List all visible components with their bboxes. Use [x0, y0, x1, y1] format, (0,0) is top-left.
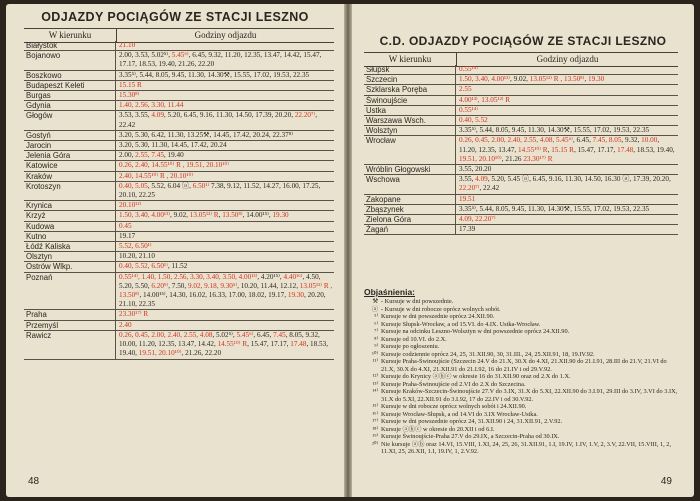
station-name: Budapeszt Keleti — [24, 81, 116, 90]
departure-time: , 14.00¹⁵⁾, — [242, 211, 273, 220]
departure-time: 3.35⁵⁾, 5.44, 8.05, 9.45, 11.30, 14.30⚒, 15.55, 17.02, 19.53, 22.35 — [459, 204, 650, 213]
departure-times — [456, 96, 678, 105]
departure-time-express: 2.55 — [459, 85, 472, 94]
departure-times — [456, 136, 678, 164]
departure-times — [116, 211, 334, 220]
departure-time-express: 19.51, 20.10¹⁰⁾ — [459, 154, 502, 163]
departure-time: 3.55, 20.20 — [459, 165, 492, 174]
station-name: Gostyń — [24, 131, 116, 140]
departures-table — [364, 65, 678, 235]
departure-time: , — [547, 145, 552, 154]
column-header-direction: W kierunku — [24, 29, 117, 42]
departure-time-express: 19.30 — [287, 291, 305, 300]
departure-times — [116, 141, 334, 150]
departure-time: , 5.52, 6.04 ⓐ, — [147, 181, 193, 190]
table-row — [364, 85, 678, 95]
station-name: Szklarska Poręba — [364, 85, 456, 94]
note-item — [364, 373, 682, 381]
table-row — [24, 111, 334, 130]
departure-time: , 10.20, 11.44, 12.12, — [237, 281, 300, 290]
table-row — [24, 201, 334, 211]
departure-times — [116, 331, 334, 359]
note-marker: ⚒ — [372, 298, 378, 305]
note-item — [364, 426, 682, 434]
note-marker: ¹⁹⁾ — [372, 433, 378, 440]
table-row — [364, 96, 678, 106]
note-marker: ⁶⁾ — [374, 320, 378, 328]
note-item — [364, 441, 682, 456]
departure-times — [116, 151, 334, 160]
departure-time: , 9.02, — [510, 75, 530, 84]
table-row — [364, 136, 678, 165]
departure-time-express: 1.40, 2.56, 3.30, 11.44 — [119, 101, 184, 110]
departure-time-express: 6.50¹⁾ — [192, 181, 210, 190]
note-marker: ¹³⁾ — [372, 380, 378, 388]
notes-title: Objaśnienia: — [364, 287, 416, 297]
note-text: Kursuje ⓐⓑⓒ w okresie do 20.XII i od 6.I. — [381, 425, 495, 433]
departure-time: , 18.53, 19.40, — [119, 340, 328, 358]
station-name: Krotoszyn — [24, 182, 116, 200]
departure-time: , — [218, 211, 223, 220]
departure-time: , 8.05, 9.32, 10.00, 11.20, 12.35, 13.47, 14.42, — [119, 330, 320, 349]
departure-times — [456, 65, 678, 74]
departure-time: , 4.50, 5.20, 5.50, — [119, 272, 321, 290]
departure-time-express: 13.50⁸⁾ — [222, 211, 243, 220]
table-row — [24, 151, 334, 161]
departure-time-express: 0.55¹⁴⁾, 1.40, 1.50, 2.56, 3.30, 3.40, 3.50, 4.00¹³⁾ — [119, 272, 258, 281]
departure-time: , 22.42 — [479, 184, 500, 193]
departure-time-express: 17.48 — [290, 340, 307, 349]
station-name: Wolsztyn — [364, 126, 456, 135]
note-marker: ¹⁸⁾ — [372, 425, 378, 433]
table-row — [24, 141, 334, 151]
departure-time: , 22.42 — [119, 111, 318, 129]
note-item — [364, 351, 682, 359]
departure-time: 2.00, 3.53, 5.02⁵⁾, — [119, 51, 172, 60]
table-row — [24, 172, 334, 182]
table-row — [24, 321, 334, 331]
departure-time: , 11.52 — [167, 262, 188, 271]
station-name: Kutno — [24, 232, 116, 241]
note-text: Kursuje od 10.VI. do 2.X. — [381, 335, 447, 343]
note-marker: ¹²⁾ — [372, 373, 378, 380]
departure-times — [456, 106, 678, 115]
departure-time-express: 21.10 — [119, 41, 136, 49]
note-item — [364, 358, 682, 373]
departure-time-express: 4.09 — [151, 111, 164, 120]
column-header-times: Godziny odjazdu — [194, 30, 257, 40]
note-marker: ⁹⁾ — [374, 343, 378, 350]
departure-time-express: 0.26, 0.45, 2.00, 2.40, 2.55, 4.08 — [119, 330, 213, 339]
table-row — [364, 116, 678, 126]
station-name: Poznań — [24, 273, 116, 310]
note-item — [364, 418, 682, 426]
departure-times — [116, 111, 334, 129]
note-text: Kursuje Kraków-Szczecin-Świnoujście 27.V do 3.IX, 31.X do 5.XI, 22.XII.90 do 3.I.91, 29.III do 3.IV, 3.VI do 3.IX, 31.X do 5.XI, 22.XII.91 do 3.I.92, 17 do 22.IV i od 30.V.92. — [381, 388, 678, 403]
table-row — [24, 222, 334, 232]
table-row — [24, 331, 334, 360]
station-name: Łódź Kaliska — [24, 242, 116, 251]
departure-times — [116, 262, 334, 271]
table-row — [24, 242, 334, 252]
table-row — [24, 41, 334, 51]
note-text: - Kursuje w dni robocze oprócz wolnych sobót. — [381, 305, 501, 313]
table-row — [24, 232, 334, 242]
station-name: Krzyż — [24, 211, 116, 220]
departure-times — [456, 75, 678, 84]
note-item — [364, 403, 682, 411]
departure-time-express: 5.52, 6.50¹⁾ — [119, 242, 152, 251]
table-row — [364, 195, 678, 205]
departure-times — [116, 172, 334, 181]
departure-time: 19.17 — [119, 231, 136, 240]
station-name: Głogów — [24, 111, 116, 129]
station-name: Jelenia Góra — [24, 151, 116, 160]
table-row — [364, 106, 678, 116]
departure-time-express: 0.40, 5.52, 6.50¹⁾ — [119, 262, 168, 271]
table-row — [24, 131, 334, 141]
departure-time-express: 0.55¹⁴⁾ — [459, 65, 479, 73]
departure-time-express: 1.50, 3.40, 4.00¹³⁾ — [459, 75, 510, 84]
departure-times — [456, 225, 678, 234]
departure-time: , 21.26 — [501, 154, 524, 163]
station-name: Jarocin — [24, 141, 116, 150]
station-name: Bojanowo — [24, 51, 116, 69]
departure-time-express: 5.45⁶⁾ — [236, 330, 254, 339]
departure-time-express: 0.26, 0.45, 2.00, 2.40, 2.55, 4.08, 5.45⁶⁾ — [459, 136, 573, 145]
departure-time: , 5.20, 5.45 ⓐ, 6.45, 9.16, 11.30, 14.50, 16.30 ⓐ, 17.39, 20.20, — [487, 175, 671, 184]
station-name: Żagań — [364, 225, 456, 234]
page-number: 48 — [28, 476, 40, 487]
departure-time: 3.20, 5.30, 6.42, 11.30, 13.25⚒, 14.45, 17.42, 20.24, 22.37⁸⁾ — [119, 130, 293, 139]
note-item — [364, 298, 682, 306]
departure-time-express: 1.50, 3.40, 4.00¹³⁾ — [119, 211, 170, 220]
departure-time-express: 10.00 — [641, 136, 658, 145]
departure-time-express: 13.05¹²⁾ R — [189, 211, 219, 220]
note-text: Kursuje na odcinku Leszno-Wolsztyn w dni powszednie oprócz 24.XII.90. — [381, 328, 570, 335]
page-title: ODJAZDY POCIĄGÓW ZE STACJI LESZNO — [41, 10, 309, 24]
departure-time-express: 0.55¹⁴⁾ — [459, 105, 479, 114]
note-marker: ⓐ — [371, 305, 378, 313]
departure-time: , 6.45, — [253, 330, 274, 339]
table-row — [364, 215, 678, 225]
departure-time-express: 6.20⁹⁾ — [151, 281, 169, 290]
departure-time: , 15.47, 17.17, — [247, 340, 291, 349]
departure-time-express: 14.55¹⁰⁾ R — [518, 145, 548, 154]
station-name: Białystok — [24, 41, 116, 50]
departure-times — [116, 273, 334, 310]
column-header-times: Godziny odjazdu — [536, 54, 599, 64]
departure-times — [116, 321, 334, 330]
station-name: Gdynia — [24, 101, 116, 110]
departure-time: 3.35⁵⁾, 5.44, 8.05, 9.45, 11.30, 14.30⚒, 15.55, 17.02, 19.53, 22.35 — [119, 70, 310, 79]
departure-time-express: 15.15 R — [551, 145, 574, 154]
table-row — [24, 71, 334, 81]
station-name: Wróblin Głogowski — [364, 165, 456, 174]
station-name: Wschowa — [364, 175, 456, 193]
note-marker: ¹⁵⁾ — [372, 403, 378, 410]
departure-time-express: 7.45 — [273, 330, 286, 339]
departure-time: , 6.45, 9.32, 11.20, 12.35, 13.47, 14.42, 15.47, 17.17, 18.53, 19.40, 21.26, 22.20 — [119, 51, 322, 69]
departure-time-express: 23.30¹⁷⁾ R — [523, 154, 553, 163]
table-row — [364, 75, 678, 85]
note-text: Kursuje Praha-Świnoujście od 2.VI do 2.X do Szczecina. — [381, 380, 526, 388]
departure-time-express: 4.00¹³⁾, 13.05¹²⁾ R — [459, 95, 511, 104]
table-row — [24, 273, 334, 311]
departure-times — [116, 41, 334, 50]
note-marker: ⁵⁾ — [374, 313, 378, 320]
departure-time-express: 0.40, 5.52 — [459, 116, 488, 125]
departure-time-express: 4.09, 22.20⁷⁾ — [459, 215, 496, 224]
note-item — [364, 343, 682, 351]
departure-time: , 6.45, — [572, 136, 593, 145]
departure-time-express: 19.30 — [272, 211, 289, 220]
station-name: Boszkowo — [24, 71, 116, 80]
note-item — [364, 313, 682, 321]
note-text: Kursuje Słupsk-Wrocław, a od 15.VI. do 4.IX. Ustka-Wrocław. — [381, 320, 541, 328]
table-row — [24, 262, 334, 272]
note-text: Nie kursuje ⓐⓑ oraz 14.VI, 15.VIII, 1.XI, 24, 25, 26, 31.XII.91, 1.I, 19.IV, 1.IV, 1.V, 2, 3.V, 22.VII, 15.VIII, 1, 2, 11.XI, 25, 26.XII, 1.I, 19.IV, 1, 2.V.92. — [381, 440, 672, 455]
note-item — [364, 328, 682, 336]
departure-time-express: 23.30¹⁷⁾ R — [119, 310, 149, 319]
departure-time: , 9.32, — [621, 136, 642, 145]
departure-times — [116, 51, 334, 69]
note-marker: ¹¹⁾ — [372, 358, 378, 365]
departure-time: , 11.20, 12.35, 13.47, — [459, 136, 660, 154]
departure-times — [116, 91, 334, 100]
note-marker: ⁷⁾ — [374, 328, 378, 335]
departure-time-express: 7.45, 8.05 — [592, 136, 622, 145]
departure-times — [116, 242, 334, 251]
departure-time: 10.20, 21.10 — [119, 252, 155, 261]
note-marker: ¹⁷⁾ — [372, 418, 378, 425]
departure-time: 17.39 — [459, 225, 476, 234]
station-name: Praha — [24, 310, 116, 319]
departure-time-express: 22.20⁷⁾ — [459, 184, 480, 193]
column-header-direction: W kierunku — [364, 53, 457, 66]
departure-time-express: 15.30⁸⁾ — [119, 91, 140, 100]
station-name: Słupsk — [364, 65, 456, 74]
departure-time-express: 0.40, 5.05 — [119, 181, 148, 190]
departure-time-express: 4.09 — [475, 175, 488, 184]
table-row — [364, 175, 678, 194]
table-row — [24, 51, 334, 70]
note-item — [364, 433, 682, 441]
departure-time-express: 4.40¹⁶⁾ — [283, 272, 303, 281]
departure-time: , 9.02, — [170, 211, 190, 220]
departure-times — [116, 252, 334, 261]
table-row — [364, 205, 678, 215]
departure-time: 3.35⁵⁾, 5.44, 8.05, 9.45, 11.30, 14.30⚒, 15.55, 17.02, 19.53, 22.35 — [459, 126, 650, 135]
book-gutter — [344, 4, 352, 497]
station-name: Katowice — [24, 161, 116, 170]
notes-list — [364, 298, 682, 456]
station-name: Warszawa Wsch. — [364, 116, 456, 125]
station-name: Olsztyn — [24, 252, 116, 261]
departure-times — [116, 201, 334, 210]
note-item — [364, 388, 682, 403]
note-marker: ⁸⁾ — [374, 335, 378, 343]
station-name: Ostrów Wlkp. — [24, 262, 116, 271]
note-text: Kursuje do Krynicy ⓐⓑⓒ w okresie 16 do 31.XII.90 oraz od 2.X do 1.X. — [381, 373, 571, 380]
note-item — [364, 411, 682, 419]
departure-time-express: 19.51 — [459, 194, 476, 203]
table-row — [364, 126, 678, 136]
station-name: Przemyśl — [24, 321, 116, 330]
departure-times — [116, 71, 334, 80]
departure-times — [116, 310, 334, 319]
table-row — [364, 225, 678, 235]
departure-time: , — [584, 75, 589, 84]
departure-time-express: 9.02, 9.18, 9.30⁵⁾ — [187, 281, 238, 290]
departure-times — [456, 195, 678, 204]
departure-times — [116, 222, 334, 231]
departure-times — [116, 101, 334, 110]
note-text: - Kursuje w dni powszednie. — [381, 298, 454, 305]
departure-times — [116, 131, 334, 140]
table-row — [24, 252, 334, 262]
station-name: Ustka — [364, 106, 456, 115]
departure-times — [456, 126, 678, 135]
departure-time: , 18.53, 19.40, — [633, 145, 675, 154]
note-marker: ¹⁰⁾ — [372, 350, 378, 358]
note-text: Kursuje codziennie oprócz 24, 25, 31.XII.90, 30, 31.III., 24, 25.XII.91, 18, 19.IV.92. — [381, 350, 595, 358]
departure-time: , 19.40 — [163, 151, 184, 160]
departure-time-express: 13.05¹²⁾ R , 13.50⁸⁾ — [529, 75, 585, 84]
station-name: Wrocław — [364, 136, 456, 164]
departure-time: , 4.20¹⁵⁾, — [257, 272, 284, 281]
departure-times — [456, 215, 678, 224]
departure-times — [116, 161, 334, 170]
station-name: Kudowa — [24, 222, 116, 231]
table-row — [24, 101, 334, 111]
departure-time-express: 19.30 — [588, 75, 605, 84]
station-name: Zakopane — [364, 195, 456, 204]
departure-times — [456, 116, 678, 125]
station-name: Szczecin — [364, 75, 456, 84]
departure-time: , 15.47, 17.17, — [573, 145, 618, 154]
station-name: Rawicz — [24, 331, 116, 359]
page-48 — [6, 4, 344, 497]
note-text: Kursuje po ogłoszeniu. — [381, 343, 440, 350]
note-item — [364, 321, 682, 329]
departure-time: , 5.20, 6.45, 9.16, 11.30, 14.50, 17.39, 20.20, — [163, 111, 295, 120]
departure-time: , 14.00¹⁵⁾, 14.30, 16.02, 16.33, 17.00, 18.02, 19.17, — [139, 291, 288, 300]
departure-time: , 5.02⁵⁾, — [212, 330, 237, 339]
departure-times — [456, 85, 678, 94]
departure-time-express: 2.40, 14.55¹⁰⁾ R , 20.10¹⁰⁾ — [119, 171, 194, 180]
page-49 — [352, 4, 694, 497]
note-text: Kursuje Wrocław-Słupsk, a od 14.VI do 3.IX Wrocław-Ustka. — [381, 410, 538, 418]
departure-time-express: 2.40 — [119, 320, 132, 329]
departure-time-express: 2.55, 7.45 — [135, 151, 164, 160]
station-name: Zielona Góra — [364, 215, 456, 224]
departure-time: 7.38, 9.12, 11.52, 14.27, 16.00, 17.25, 20.10, 22.25 — [119, 181, 321, 200]
departure-times — [116, 232, 334, 241]
table-row — [364, 65, 678, 75]
note-text: Kursuje w dni robocze oprócz wolnych sobót i 24.XII.90. — [381, 403, 527, 410]
note-item — [364, 381, 682, 389]
note-marker: ²⁰⁾ — [372, 440, 378, 448]
table-row — [24, 211, 334, 221]
departure-time: 2.00, — [119, 151, 136, 160]
table-row — [24, 91, 334, 101]
departure-time: , 21.26, 22.20 — [181, 349, 222, 358]
note-text: Kursuje Świnoujście-Praha 27.V do 29.IX, a Szczecin-Praha od 30.IX. — [381, 433, 560, 440]
departure-time-express: 13.05¹²⁾ R , 13.50⁸⁾ — [119, 281, 333, 300]
departure-time: 3.20, 5.30, 11.30, 14.45, 17.42, 20.24 — [119, 141, 227, 150]
departure-time-express: 14.55¹⁰⁾ R — [217, 340, 248, 349]
station-name: Burgas — [24, 91, 116, 100]
table-row — [24, 81, 334, 91]
page-number: 49 — [660, 476, 672, 487]
note-item — [364, 306, 682, 314]
departure-time-express: 17.48 — [617, 145, 634, 154]
note-text: Kursuje w dni powszednie oprócz 24.XII.90. — [381, 313, 495, 320]
departure-times — [456, 165, 678, 174]
table-row — [24, 182, 334, 201]
station-name: Kraków — [24, 172, 116, 181]
departure-times — [456, 175, 678, 193]
station-name: Świnoujście — [364, 96, 456, 105]
page-title: C.D. ODJAZDY POCIĄGÓW ZE STACJI LESZNO — [379, 34, 667, 48]
station-name: Zbąszynek — [364, 205, 456, 214]
departure-time-express: 0.45 — [119, 221, 132, 230]
departure-time-express: 5.45⁶⁾ — [171, 51, 189, 60]
departure-time-express: 22.20⁷⁾ — [294, 111, 316, 120]
departure-time-express: 20.10¹²⁾ — [119, 201, 142, 210]
departure-time-express: 19.51, 20.10¹⁰⁾ — [138, 349, 182, 358]
note-text: Kursuje Praha-Świnoujście (Szczecin 24.V do 21.X, 30.X do 4.XI, 21.XII.90 do 21.I.91, 28.III do 21.V, 21.VI do 21.X, 30.X do 4.XI, 21.XII.91 do 21.I.92, 16 do 21.IV i od 29.V.92. — [381, 358, 667, 373]
note-text: Kursuje w dni powszednie oprócz 24, 31.XII.90 i 24, 31.XII.91, 2.V.92. — [381, 418, 563, 425]
station-name: Krynica — [24, 201, 116, 210]
departure-time: 3.55, — [459, 175, 476, 184]
departure-times — [116, 182, 334, 200]
table-row — [24, 310, 334, 320]
table-row — [24, 161, 334, 171]
note-marker: ¹⁶⁾ — [372, 410, 378, 418]
note-item — [364, 336, 682, 344]
departure-time: , 20.20, 21.10, 22.35 — [119, 291, 326, 309]
departure-time: 3.53, 3.55, — [119, 111, 152, 120]
departure-time-express: 0.26, 2.40, 14.55¹⁰⁾ R , 19.51, 20.10¹⁰⁾ — [119, 161, 230, 170]
departure-times — [116, 81, 334, 90]
note-marker: ¹⁴⁾ — [372, 388, 378, 395]
departure-time-express: 15.15 R — [119, 80, 142, 89]
departures-table — [24, 41, 334, 360]
table-row — [364, 165, 678, 175]
departure-time: , 7.50, — [168, 281, 188, 290]
departure-times — [456, 205, 678, 214]
